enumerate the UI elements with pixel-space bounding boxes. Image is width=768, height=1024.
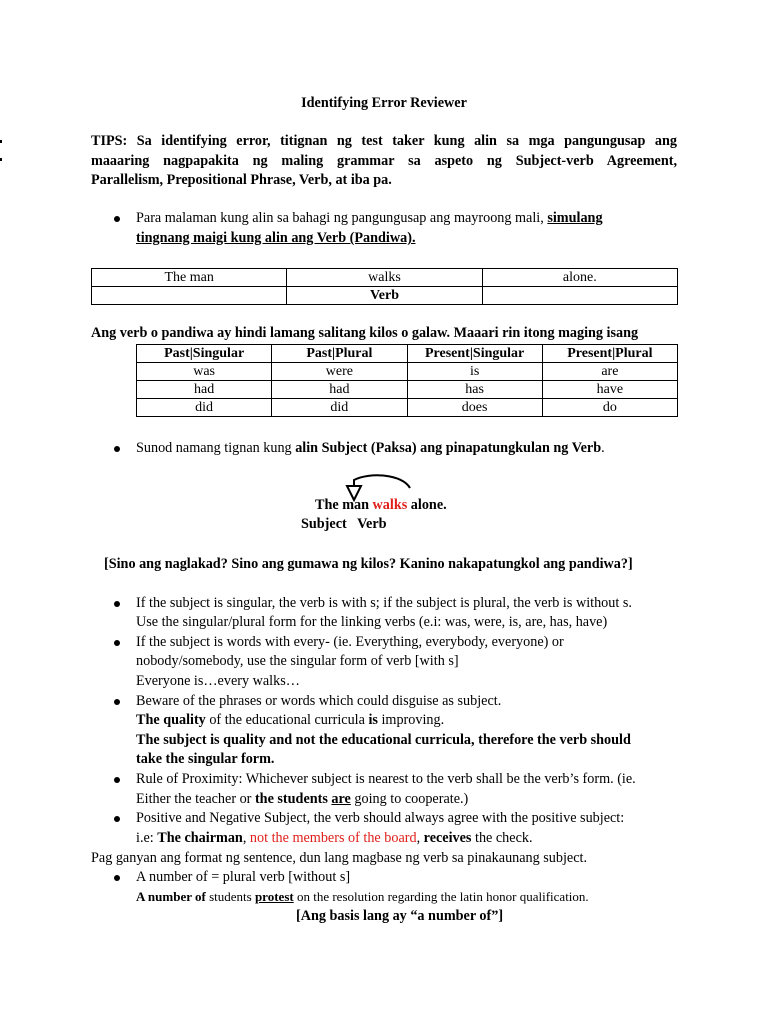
- table-cell: did: [272, 399, 407, 417]
- table-cell: had: [137, 381, 272, 399]
- rule-text: If the subject is words with every- (ie. Everything, everybody, everyone) or: [136, 634, 564, 650]
- verb-forms-table: [136, 344, 678, 417]
- table-cell: walks: [287, 269, 482, 287]
- rule-text: A number of = plural verb [without s]: [136, 869, 351, 885]
- rule-text: Rule of Proximity: Whichever subject is nearest to the verb shall be the verb’s form. (ie.: [136, 771, 636, 787]
- document-title: Identifying Error Reviewer: [301, 95, 467, 111]
- bullet-icon: [114, 875, 120, 881]
- margin-mark: [0, 158, 2, 161]
- guiding-question: [Sino ang naglakad? Sino ang gumawa ng kilos? Kanino nakapatungkol ang pandiwa?]: [104, 556, 633, 572]
- table-row: [92, 287, 678, 305]
- bullet-icon: [114, 640, 120, 646]
- column-header: Present|Singular: [407, 345, 542, 363]
- verb-example-table: [91, 268, 678, 305]
- example-sentence: The man walks alone.: [315, 497, 447, 513]
- table-row: [137, 399, 678, 417]
- tips-paragraph: [91, 132, 677, 191]
- tips-label: TIPS:: [91, 133, 128, 149]
- tips-line: Parallelism, Prepositional Phrase, Verb, at iba pa.: [91, 172, 392, 188]
- table-cell: alone.: [482, 269, 677, 287]
- table-cell: does: [407, 399, 542, 417]
- basis-note: [Ang basis lang ay “a number of”]: [296, 908, 504, 924]
- rule-text: If the subject is singular, the verb is with s; if the subject is plural, the verb is without s.: [136, 595, 632, 611]
- column-header: Past|Singular: [137, 345, 272, 363]
- column-header: Past|Plural: [272, 345, 407, 363]
- rule-text: Positive and Negative Subject, the verb should always agree with the positive subject:: [136, 810, 625, 826]
- table-row: [137, 381, 678, 399]
- tips-line: Sa identifying error, titignan ng test taker kung alin sa mga pangungusap ang: [136, 133, 677, 149]
- table-row: [137, 363, 678, 381]
- table-cell: were: [272, 363, 407, 381]
- bullet-icon: [114, 777, 120, 783]
- table-cell: The man: [92, 269, 287, 287]
- emphasis: tingnang maigi kung alin ang Verb (Pandiwa).: [136, 230, 416, 246]
- bullet-icon: [114, 446, 120, 452]
- rule-text: take the singular form.: [136, 751, 275, 767]
- table-cell: did: [137, 399, 272, 417]
- rule-text: The quality of the educational curricula is improving.: [136, 712, 445, 728]
- emphasis: alin Subject (Paksa) ang pinapatungkulan ng Verb: [295, 440, 602, 456]
- table-cell: are: [542, 363, 677, 381]
- table-row: [92, 269, 678, 287]
- table-cell: do: [542, 399, 677, 417]
- example-verb: walks: [372, 497, 408, 513]
- example-labels: Subject Verb: [301, 516, 387, 532]
- column-header: Present|Plural: [542, 345, 677, 363]
- rule-text: Everyone is…every walks…: [136, 673, 300, 689]
- rule-text: i.e: The chairman, not the members of the board, receives the check.: [136, 830, 533, 846]
- rule-text: A number of students protest on the resolution regarding the latin honor qualification.: [136, 889, 589, 904]
- rule-text: Beware of the phrases or words which could disguise as subject.: [136, 693, 502, 709]
- rule-text: The subject is quality and not the educational curricula, therefore the verb should: [136, 732, 631, 748]
- tips-line: maaaring nagpapakita ng maling grammar sa aspeto ng Subject-verb Agreement,: [91, 152, 677, 169]
- bullet-text: Para malaman kung alin sa bahagi ng pangungusap ang mayroong mali, simulang: [136, 210, 603, 226]
- table-cell: have: [542, 381, 677, 399]
- bullet-icon: [114, 216, 120, 222]
- margin-mark: [0, 140, 2, 143]
- table-cell: had: [272, 381, 407, 399]
- bullet-icon: [114, 601, 120, 607]
- table-cell: [482, 287, 677, 305]
- rule-text: Use the singular/plural form for the linking verbs (e.i: was, were, is, are, has, have): [136, 614, 608, 630]
- rule-text: nobody/somebody, use the singular form of verb [with s]: [136, 653, 459, 669]
- emphasis: simulang: [547, 210, 603, 226]
- verb-note: Ang verb o pandiwa ay hindi lamang salitang kilos o galaw. Maaari rin itong maging isang: [91, 325, 639, 341]
- bullet-icon: [114, 816, 120, 822]
- table-header-row: [137, 345, 678, 363]
- table-cell: is: [407, 363, 542, 381]
- rule-text: Either the teacher or the students are going to cooperate.): [136, 791, 469, 807]
- table-cell: Verb: [287, 287, 482, 305]
- format-note: Pag ganyan ang format ng sentence, dun lang magbase ng verb sa pinakaunang subject.: [91, 850, 588, 866]
- bullet-text: Sunod namang tignan kung alin Subject (Paksa) ang pinapatungkulan ng Verb.: [136, 440, 605, 456]
- table-cell: [92, 287, 287, 305]
- table-cell: has: [407, 381, 542, 399]
- bullet-icon: [114, 699, 120, 705]
- table-cell: was: [137, 363, 272, 381]
